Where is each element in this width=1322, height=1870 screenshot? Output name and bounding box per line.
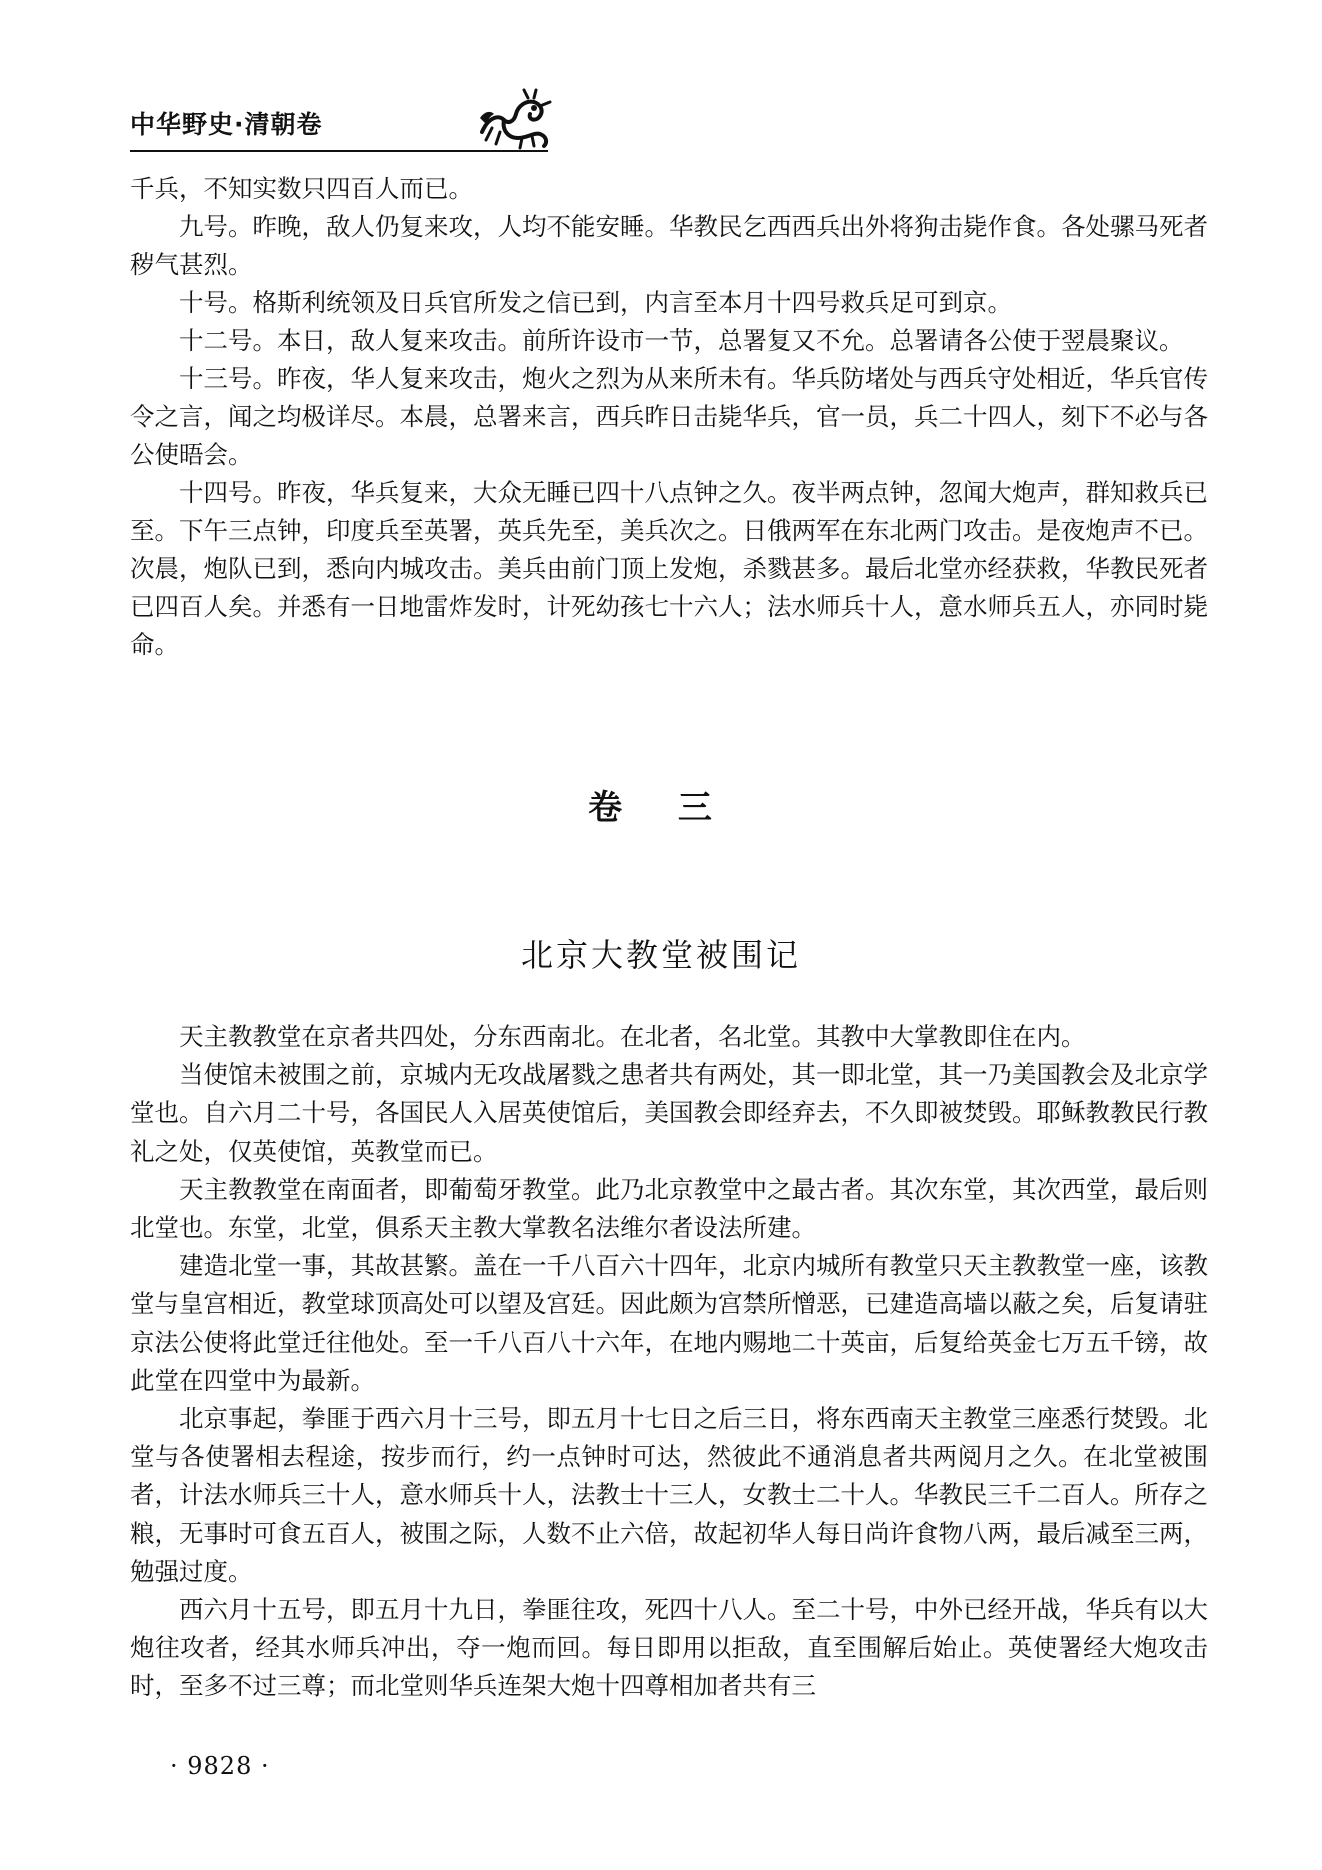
- paragraph: 北京事起，拳匪于西六月十三号，即五月十七日之后三日，将东西南天主教堂三座悉行焚毁。北堂与各使署相去程途，按步而行，约一点钟时可达，然彼此不通消息者共两阅月之久。在北堂被围者，计法水师兵三十人，意水师兵十人，法教士十三人，女教士二十人。华教民三千二百人。所存之粮，无事时可食五百人，被围之际，人数不止六倍，故起初华人每日尚许食物八两，最后减至三两，勉强过度。: [130, 1404, 1208, 1586]
- page-number: · 9828 ·: [170, 1752, 270, 1780]
- dragon-ornament-icon: [474, 88, 554, 150]
- header-rule: [130, 150, 548, 152]
- body-text-after: [130, 1018, 1208, 1706]
- paragraph: 十号。格斯利统领及日兵官所发之信已到，内言至本月十四号救兵足可到京。: [179, 288, 1012, 317]
- paragraph: 天主教教堂在京者共四处，分东西南北。在北者，名北堂。其教中大掌教即住在内。: [179, 1022, 1086, 1051]
- paragraph: 当使馆未被围之前，京城内无攻战屠戮之患者共有两处，其一即北堂，其一乃美国教会及北京学堂也。自六月二十号，各国民人入居英使馆后，美国教会即经弃去，不久即被焚毁。耶稣教教民行教礼之处，仅英使馆，英教堂而已。: [130, 1060, 1208, 1166]
- volume-heading: 卷 三: [588, 788, 734, 828]
- paragraph: 九号。昨晚，敌人仍复来攻，人均不能安睡。华教民乞西西兵出外将狗击毙作食。各处骡马死者秽气甚烈。: [130, 212, 1208, 279]
- paragraph: 十四号。昨夜，华兵复来，大众无睡已四十八点钟之久。夜半两点钟，忽闻大炮声，群知救兵已至。下午三点钟，印度兵至英署，英兵先至，美兵次之。日俄两军在东北两门攻击。是夜炮声不已。次晨，炮队已到，悉向内城攻击。美兵由前门顶上发炮，杀戮甚多。最后北堂亦经获救，华教民死者已四百人矣。并悉有一日地雷炸发时，计死幼孩七十六人；法水师兵十人，意水师兵五人，亦同时毙命。: [130, 478, 1208, 659]
- paragraph: 建造北堂一事，其故甚繁。盖在一千八百六十四年，北京内城所有教堂只天主教教堂一座，该教堂与皇宫相近，教堂球顶高处可以望及宫廷。因此颇为宫禁所憎恶，已建造高墙以蔽之矣，后复请驻京法公使将此堂迁往他处。至一千八百八十六年，在地内赐地二十英亩，后复给英金七万五千镑，故此堂在四堂中为最新。: [130, 1251, 1208, 1395]
- paragraph: 十三号。昨夜，华人复来攻击，炮火之烈为从来所未有。华兵防堵处与西兵守处相近，华兵官传令之言，闻之均极详尽。本晨，总署来言，西兵昨日击毙华兵，官一员，兵二十四人，刻下不必与各公使晤会。: [130, 364, 1208, 469]
- body-text-before: [130, 170, 1208, 664]
- book-title: 中华野史·清朝卷: [130, 110, 323, 139]
- article-title: 北京大教堂被围记: [520, 936, 801, 974]
- paragraph: 十二号。本日，敌人复来攻击。前所许设市一节，总署复又不允。总署请各公使于翌晨聚议。: [179, 326, 1184, 355]
- paragraph: 天主教教堂在南面者，即葡萄牙教堂。此乃北京教堂中之最古者。其次东堂，其次西堂，最后则北堂也。东堂，北堂，俱系天主教大掌教名法维尔者设法所建。: [130, 1174, 1208, 1243]
- paragraph: 千兵，不知实数只四百人而已。: [130, 174, 473, 203]
- paragraph: 西六月十五号，即五月十九日，拳匪往攻，死四十八人。至二十号，中外已经开战，华兵有以大炮往攻者，经其水师兵冲出，夺一炮而回。每日即用以拒敌，直至围解后始止。英使署经大炮攻击时，至多不过三尊；而北堂则华兵连架大炮十四尊相加者共有三: [130, 1595, 1208, 1701]
